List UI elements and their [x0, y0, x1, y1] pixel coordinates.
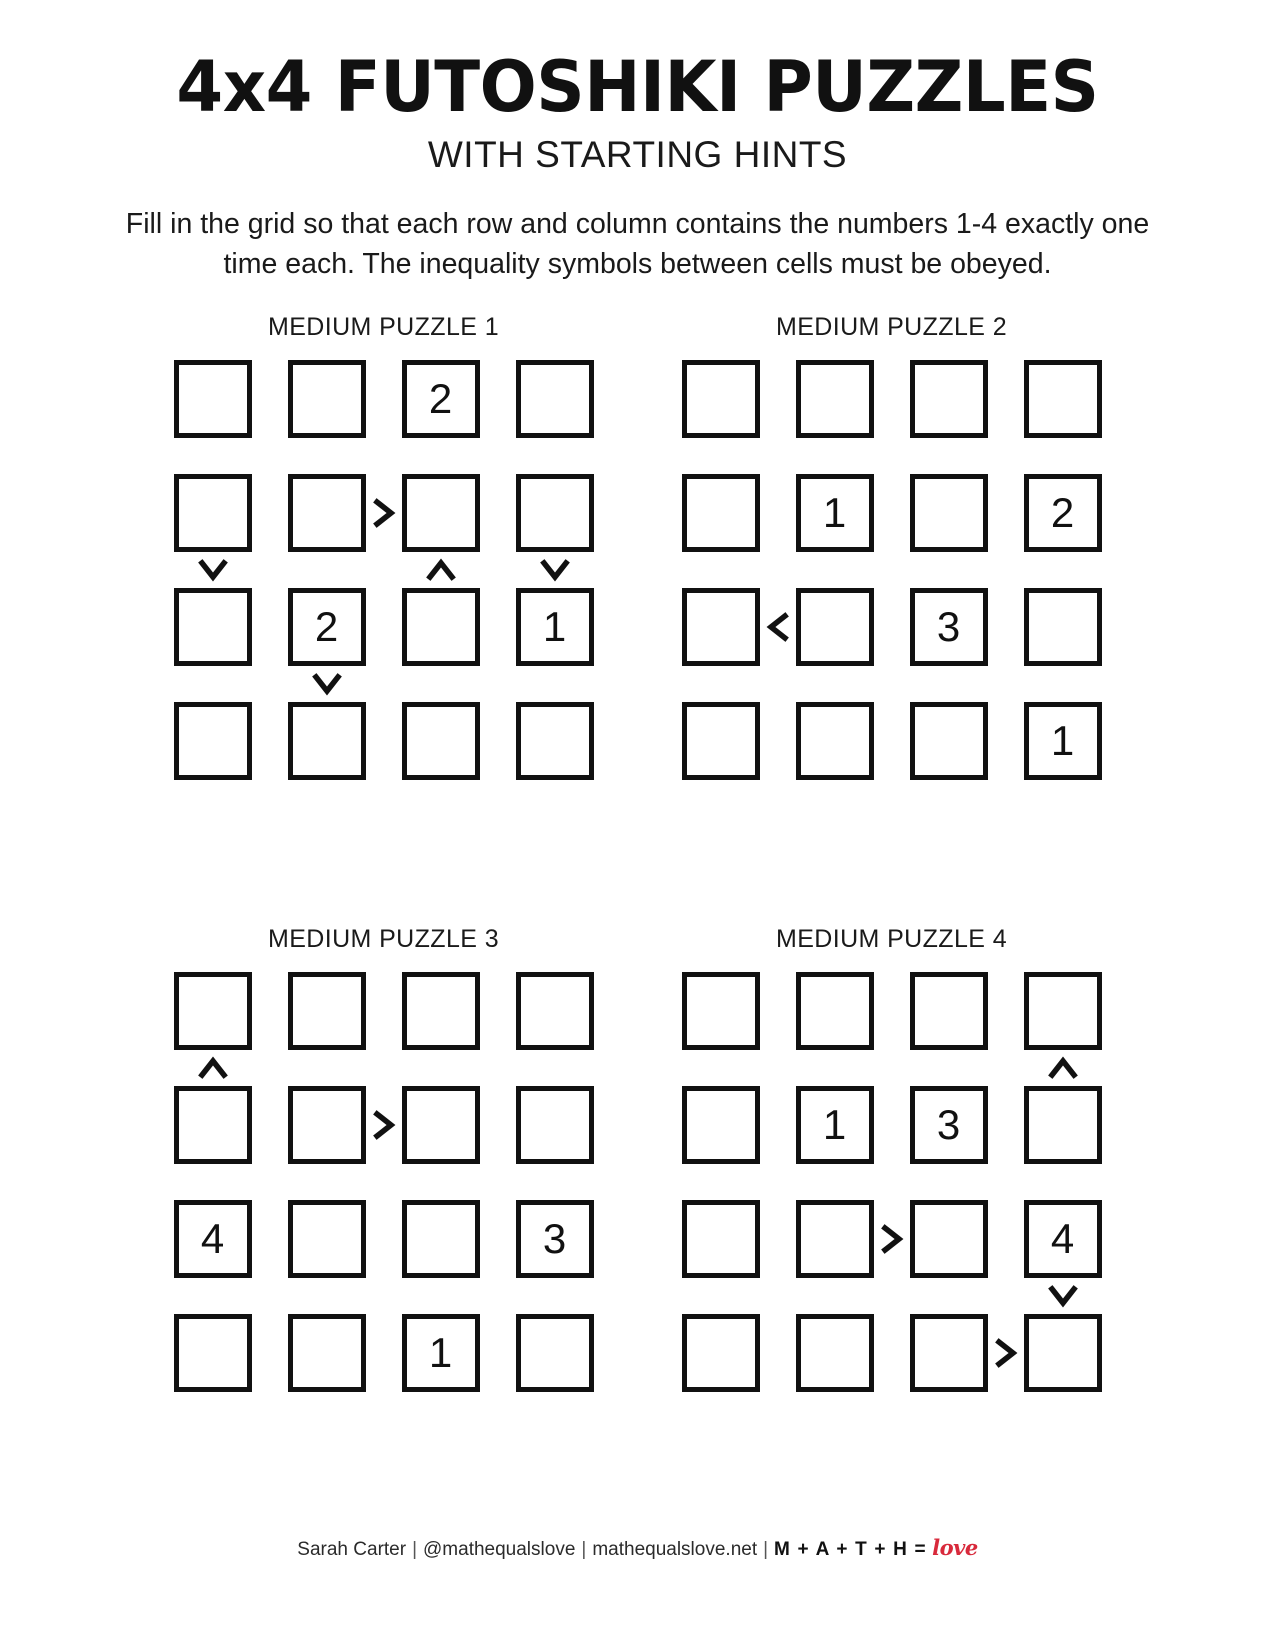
- puzzle-grid-4: [682, 972, 1102, 1392]
- puzzle-cell[interactable]: [1024, 1086, 1102, 1164]
- puzzle-cell[interactable]: [174, 1314, 252, 1392]
- puzzle-cell[interactable]: [682, 474, 760, 552]
- puzzle-cell[interactable]: [402, 474, 480, 552]
- footer-handle: @mathequalslove: [423, 1539, 576, 1560]
- footer-brand-letters: M + A + T + H =: [774, 1539, 927, 1560]
- puzzle-cell[interactable]: [516, 474, 594, 552]
- inequality-down-chevron-icon: [310, 667, 344, 701]
- puzzle-cell[interactable]: [288, 474, 366, 552]
- puzzle-cell[interactable]: [174, 474, 252, 552]
- inequality-down-chevron-icon: [538, 553, 572, 587]
- puzzle-cell[interactable]: [1024, 588, 1102, 666]
- puzzle-board-4: [682, 925, 1102, 1392]
- puzzle-grid-1: [174, 360, 594, 780]
- page-title: 4x4 FUTOSHIKI PUZZLES: [176, 46, 1099, 128]
- puzzle-cell[interactable]: 3: [910, 588, 988, 666]
- puzzle-title-1: MEDIUM PUZZLE 1: [267, 312, 500, 341]
- puzzle-cell[interactable]: [1024, 1314, 1102, 1392]
- puzzle-cell[interactable]: [402, 702, 480, 780]
- puzzle-cell[interactable]: [796, 1200, 874, 1278]
- puzzle-cell[interactable]: [402, 1086, 480, 1164]
- puzzle-grid-3: [174, 972, 594, 1392]
- puzzle-row-bottom: [0, 925, 1275, 1392]
- instructions-text: Fill in the grid so that each row and column contains the numbers 1-4 exactly one time each. The inequality symbols between cells must be obeyed.: [125, 208, 1150, 281]
- footer: [0, 1535, 1275, 1561]
- footer-website[interactable]: mathequalslove.net: [592, 1539, 758, 1560]
- puzzle-cell[interactable]: [910, 474, 988, 552]
- puzzle-cell[interactable]: [402, 1200, 480, 1278]
- puzzle-cell[interactable]: [682, 702, 760, 780]
- puzzle-cell[interactable]: [1024, 360, 1102, 438]
- puzzle-cell[interactable]: [288, 1314, 366, 1392]
- puzzle-cell[interactable]: 2: [402, 360, 480, 438]
- puzzle-cell[interactable]: 1: [796, 474, 874, 552]
- puzzle-cell[interactable]: [910, 1200, 988, 1278]
- puzzle-cell[interactable]: [516, 702, 594, 780]
- puzzle-boards: [0, 313, 1275, 1392]
- puzzle-cell[interactable]: [1024, 972, 1102, 1050]
- inequality-greater-than-icon: [367, 1108, 401, 1142]
- puzzle-title-4: MEDIUM PUZZLE 4: [775, 924, 1008, 953]
- puzzle-cell[interactable]: [288, 1086, 366, 1164]
- puzzle-cell[interactable]: [682, 1200, 760, 1278]
- puzzle-board-2: [682, 313, 1102, 780]
- puzzle-cell[interactable]: 4: [1024, 1200, 1102, 1278]
- footer-brand-love: love: [932, 1535, 978, 1560]
- puzzle-title-2: MEDIUM PUZZLE 2: [775, 312, 1008, 341]
- puzzle-row-top: [0, 313, 1275, 780]
- puzzle-cell[interactable]: [910, 360, 988, 438]
- puzzle-board-1: [174, 313, 594, 780]
- puzzle-cell[interactable]: [796, 702, 874, 780]
- inequality-greater-than-icon: [875, 1222, 909, 1256]
- puzzle-cell[interactable]: 1: [516, 588, 594, 666]
- puzzle-cell[interactable]: [174, 1086, 252, 1164]
- inequality-up-chevron-icon: [424, 553, 458, 587]
- inequality-greater-than-icon: [367, 496, 401, 530]
- footer-separator-1: |: [412, 1539, 418, 1560]
- page-header: [0, 0, 1275, 285]
- inequality-down-chevron-icon: [196, 553, 230, 587]
- puzzle-cell[interactable]: [174, 702, 252, 780]
- inequality-up-chevron-icon: [196, 1051, 230, 1085]
- puzzle-cell[interactable]: [796, 972, 874, 1050]
- inequality-greater-than-icon: [989, 1336, 1023, 1370]
- puzzle-cell[interactable]: [682, 360, 760, 438]
- inequality-up-chevron-icon: [1046, 1051, 1080, 1085]
- puzzle-cell[interactable]: [796, 1314, 874, 1392]
- puzzle-cell[interactable]: [174, 972, 252, 1050]
- puzzle-cell[interactable]: [682, 1314, 760, 1392]
- puzzle-cell[interactable]: [910, 1314, 988, 1392]
- page-subtitle: WITH STARTING HINTS: [427, 134, 848, 175]
- puzzle-cell[interactable]: [516, 972, 594, 1050]
- puzzle-cell[interactable]: [910, 702, 988, 780]
- inequality-down-chevron-icon: [1046, 1279, 1080, 1313]
- puzzle-cell[interactable]: 2: [288, 588, 366, 666]
- puzzle-cell[interactable]: [682, 588, 760, 666]
- puzzle-cell[interactable]: [682, 972, 760, 1050]
- puzzle-cell[interactable]: [174, 588, 252, 666]
- puzzle-cell[interactable]: [796, 360, 874, 438]
- puzzle-title-3: MEDIUM PUZZLE 3: [267, 924, 500, 953]
- puzzle-cell[interactable]: [288, 972, 366, 1050]
- puzzle-cell[interactable]: [682, 1086, 760, 1164]
- puzzle-cell[interactable]: [288, 1200, 366, 1278]
- footer-separator-3: |: [763, 1539, 769, 1560]
- puzzle-cell[interactable]: [402, 588, 480, 666]
- puzzle-cell[interactable]: [288, 702, 366, 780]
- footer-separator-2: |: [581, 1539, 587, 1560]
- inequality-less-than-icon: [761, 610, 795, 644]
- puzzle-cell[interactable]: [174, 360, 252, 438]
- puzzle-grid-2: [682, 360, 1102, 780]
- puzzle-cell[interactable]: 3: [910, 1086, 988, 1164]
- puzzle-cell[interactable]: [288, 360, 366, 438]
- puzzle-cell[interactable]: 1: [402, 1314, 480, 1392]
- puzzle-cell[interactable]: [910, 972, 988, 1050]
- puzzle-cell[interactable]: [516, 1314, 594, 1392]
- puzzle-cell[interactable]: 1: [796, 1086, 874, 1164]
- puzzle-board-3: [174, 925, 594, 1392]
- footer-author: Sarah Carter: [297, 1539, 407, 1560]
- puzzle-cell[interactable]: [516, 1086, 594, 1164]
- puzzle-cell[interactable]: 4: [174, 1200, 252, 1278]
- puzzle-cell[interactable]: [516, 360, 594, 438]
- puzzle-cell[interactable]: 2: [1024, 474, 1102, 552]
- puzzle-cell[interactable]: [402, 972, 480, 1050]
- puzzle-cell[interactable]: 1: [1024, 702, 1102, 780]
- puzzle-cell[interactable]: [796, 588, 874, 666]
- puzzle-cell[interactable]: 3: [516, 1200, 594, 1278]
